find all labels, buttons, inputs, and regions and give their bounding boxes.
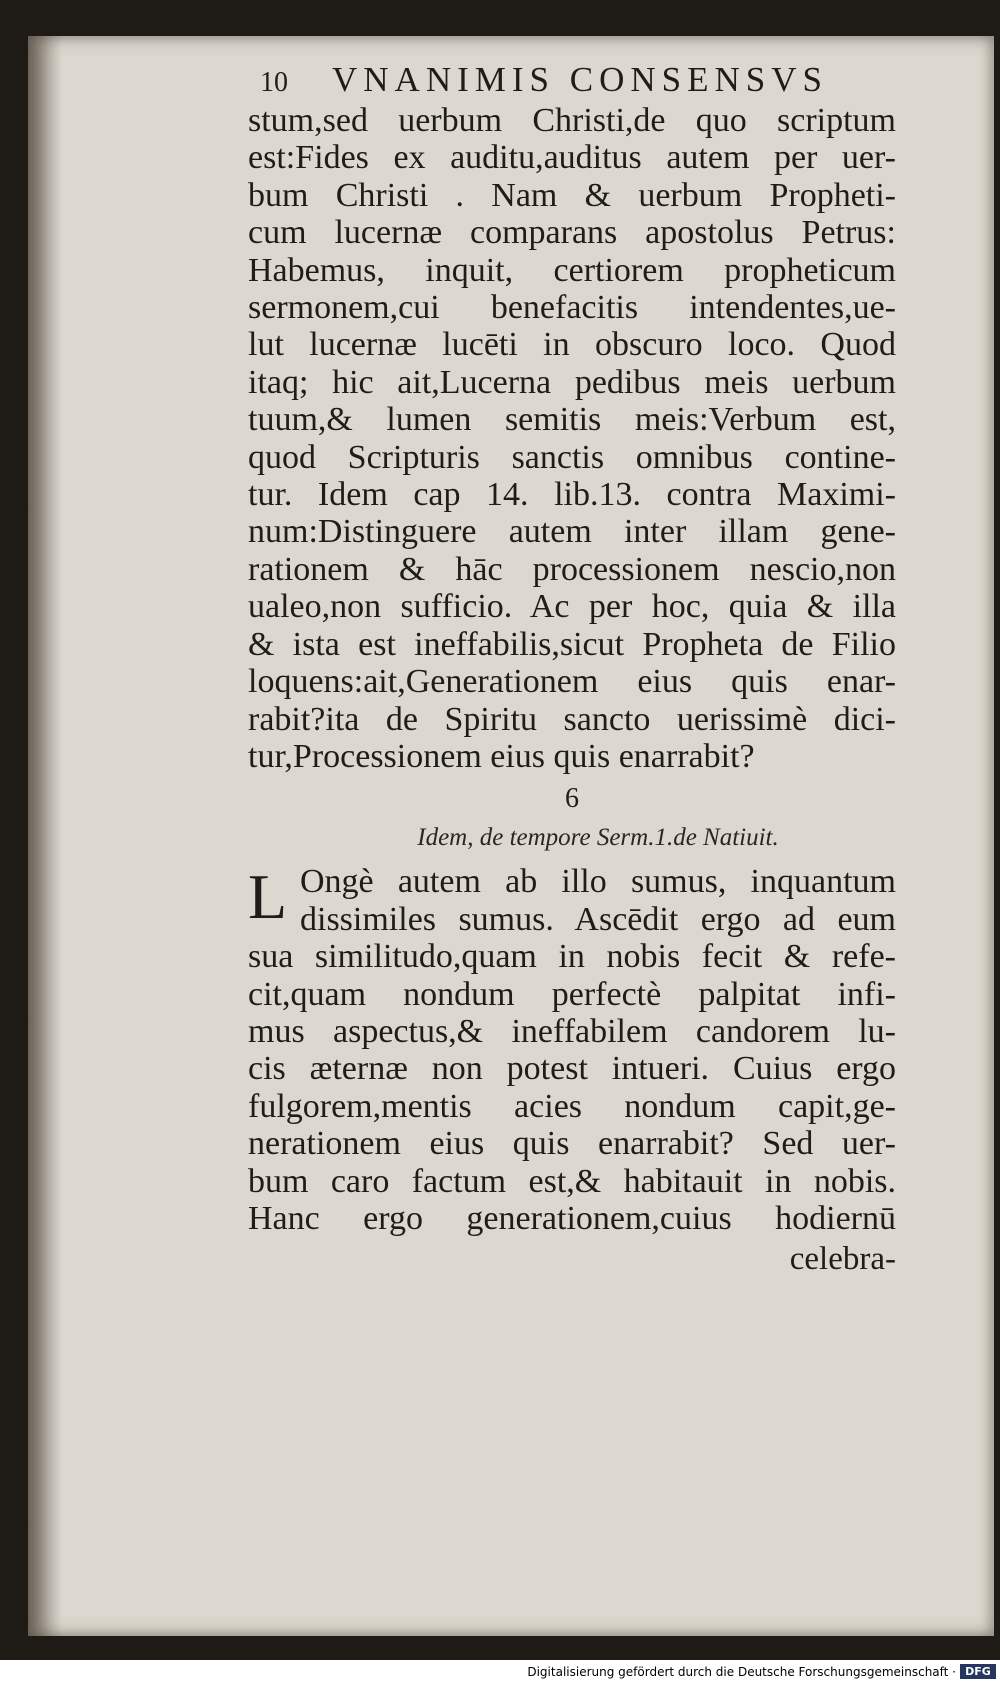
- text-line: sermonem,cui benefacitis intendentes,ue-: [248, 289, 896, 327]
- text-line: num:Distinguere autem inter illam gene-: [248, 513, 896, 551]
- text-line: cum lucernæ comparans apostolus Petrus:: [248, 214, 896, 252]
- running-head: [260, 60, 928, 102]
- text-line: stum,sed uerbum Christi,de quo scriptum: [248, 102, 896, 139]
- text-line: bum caro factum est,& habitauit in nobis.: [248, 1162, 896, 1200]
- footer-credit: Digitalisierung gefördert durch die Deutsche Forschungsgemeinschaft ·: [527, 1665, 956, 1679]
- text-line: & ista est ineffabilis,sicut Propheta de Filio: [248, 625, 896, 663]
- text-line: cis æternæ non potest intueri. Cuius ergo: [248, 1050, 896, 1088]
- text-line: Habemus, inquit, certiorem propheticum: [248, 251, 896, 289]
- text-line: quod Scripturis sanctis omnibus contine-: [248, 438, 896, 476]
- text-line: tur. Idem cap 14. lib.13. contra Maximi-: [248, 476, 896, 514]
- text-line: rationem & hāc processionem nescio,non: [248, 550, 896, 588]
- gutter-shadow: [28, 36, 62, 1636]
- text-line: dissimiles sumus. Ascēdit ergo ad eum: [300, 900, 896, 938]
- running-title: VNANIMIS CONSENSVS: [332, 60, 828, 99]
- text-line: tur,Processionem eius quis enarrabit?: [248, 737, 755, 775]
- text-line: fulgorem,mentis acies nondum capit,ge-: [248, 1087, 896, 1125]
- catchword: celebra-: [789, 1241, 896, 1278]
- text-line: bum Christi . Nam & uerbum Propheti-: [248, 176, 896, 214]
- text-line: lut lucernæ lucēti in obscuro loco. Quod: [248, 326, 896, 364]
- source-reference: Idem, de tempore Serm.1.de Natiuit.: [417, 824, 779, 852]
- page-number: 10: [260, 67, 288, 98]
- initial-letter: L: [248, 861, 288, 933]
- paragraph: [248, 863, 928, 1237]
- text-line: mus aspectus,& ineffabilem candorem lu-: [248, 1012, 896, 1050]
- text-line: Ongè autem ab illo sumus, inquantum: [300, 863, 896, 901]
- page-text: [248, 60, 928, 1279]
- text-line: itaq; hic ait,Lucerna pedibus meis uerbum: [248, 363, 896, 401]
- text-line: ualeo,non sufficio. Ac per hoc, quia & illa: [248, 588, 896, 626]
- text-line: loquens:ait,Generationem eius quis enar-: [248, 663, 896, 701]
- text-line: tuum,& lumen semitis meis:Verbum est,: [248, 401, 896, 439]
- text-line: Hanc ergo generationem,cuius hodiernū: [248, 1199, 896, 1237]
- text-line: cit,quam nondum perfectè palpitat infi-: [248, 975, 896, 1013]
- text-line: sua similitudo,quam in nobis fecit & refe-: [248, 938, 896, 976]
- dfg-logo-icon: DFG: [960, 1664, 996, 1679]
- section-number: 6: [565, 783, 579, 815]
- text-line: nerationem eius quis enarrabit? Sed uer-: [248, 1125, 896, 1163]
- text-line: rabit?ita de Spiritu sancto uerissimè dici-: [248, 700, 896, 738]
- text-line: est:Fides ex auditu,auditus autem per uer-: [248, 139, 896, 177]
